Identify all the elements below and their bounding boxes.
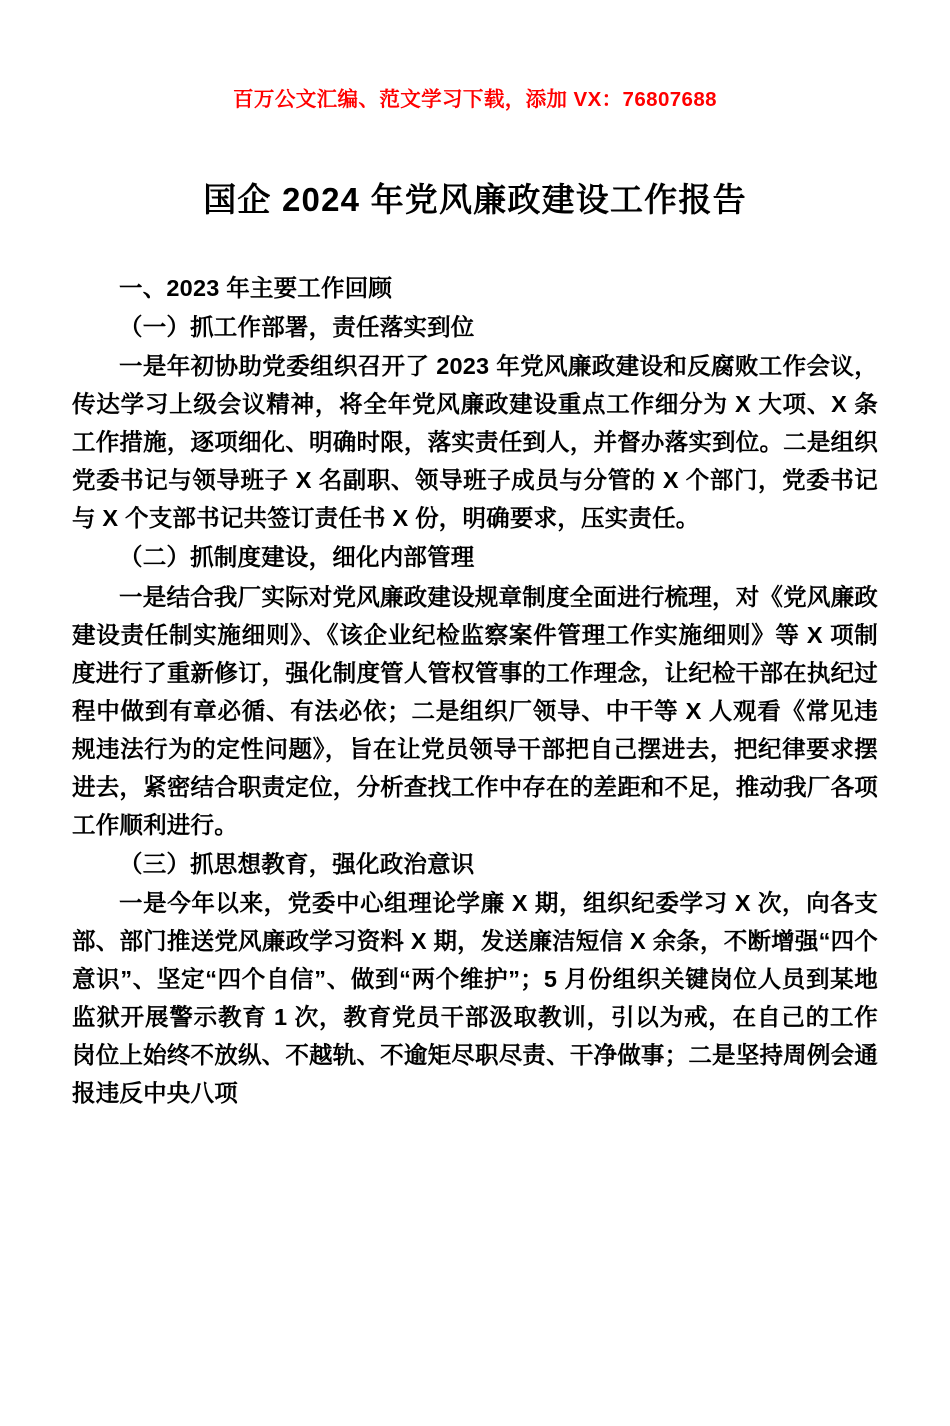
- paragraph: （一）抓工作部署，责任落实到位: [119, 314, 475, 341]
- paragraph: 一是年初协助党委组织召开了 2023 年党风廉政建设和反腐败工作会议，传达学习上级会议精神，将全年党风廉政建设重点工作细分为 X 大项、X 条工作措施，逐项细化、明确时限，落实责任到人，并督办落实到位。二是组织党委书记与领导班子 X 名副职、领导班子成员与分管的 X 个部门，党委书记与 X 个支部书记共签订责任书 X 份，明确要求，压实责任。: [72, 353, 878, 532]
- paragraph: 一是结合我厂实际对党风廉政建设规章制度全面进行梳理，对《党风廉政建设责任制实施细则》、《该企业纪检监察案件管理工作实施细则》等 X 项制度进行了重新修订，强化制度管人管权管事的工作理念，让纪检干部在执纪过程中做到有章必循、有法必依；二是组织厂领导、中干等 X 人观看《常见违规违法行为的定性问题》，旨在让党员领导干部把自己摆进去，把纪律要求摆进去，紧密结合职责定位，分析查找工作中存在的差距和不足，推动我厂各项工作顺利进行。: [72, 583, 878, 838]
- paragraph: （二）抓制度建设，细化内部管理: [119, 544, 475, 571]
- document-page: [0, 82, 950, 1426]
- promo-banner: 百万公文汇编、范文学习下载，添加 VX：76807688: [233, 88, 717, 111]
- document-body: [72, 269, 878, 1112]
- paragraph: （三）抓思想教育，强化政治意识: [119, 850, 475, 877]
- paragraph: 一是今年以来，党委中心组理论学廉 X 期，组织纪委学习 X 次，向各支部、部门推送党风廉政学习资料 X 期，发送廉洁短信 X 余条，不断增强“四个意识”、坚定“四个自信”、做到“两个维护”；5 月份组织关键岗位人员到某地监狱开展警示教育 1 次，教育党员干部汲取教训，引以为戒，在自己的工作岗位上始终不放纵、不越轨、不逾矩尽职尽责、干净做事；二是坚持周例会通报违反中央八项: [72, 890, 878, 1107]
- paragraph: 一、2023 年主要工作回顾: [119, 275, 393, 301]
- page-title: 国企 2024 年党风廉政建设工作报告: [203, 181, 747, 218]
